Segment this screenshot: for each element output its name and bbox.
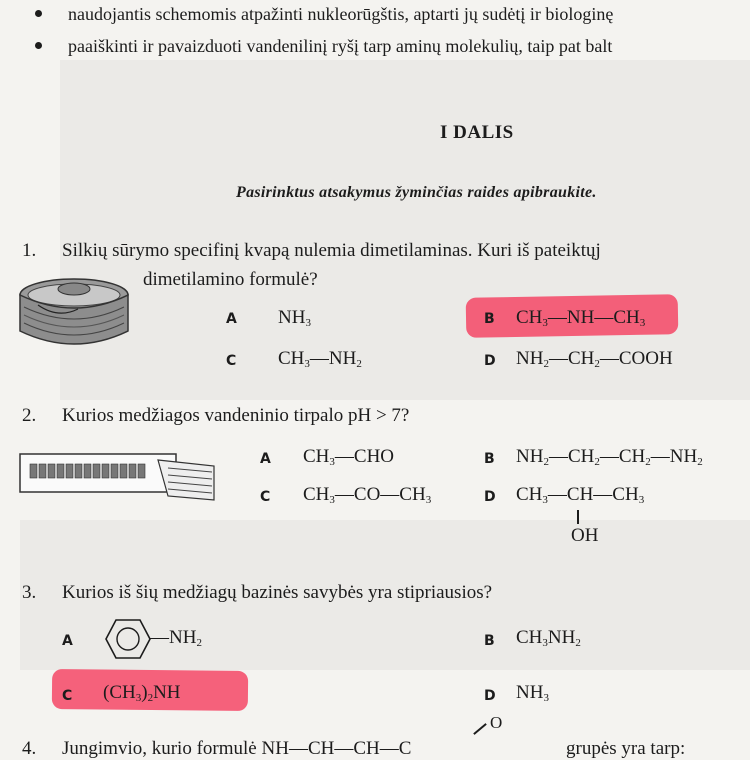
part-title: I DALIS (440, 122, 514, 143)
option-c-formula: $CH_3—NH_2$ (278, 348, 362, 370)
carbonyl-oxygen: O (490, 713, 503, 732)
instruction-text: Pasirinktus atsakymus žyminčias raides apibraukite. (236, 184, 597, 201)
option-b-formula: $NH_2—CH_2—CH_2—NH_2$ (516, 446, 703, 468)
option-a-formula: $—NH_2$ (150, 627, 202, 649)
option-letter: C (62, 688, 73, 704)
option-b[interactable] (484, 310, 495, 328)
option-letter: D (484, 688, 496, 704)
option-a-formula: $CH_3—CHO$ (303, 446, 395, 468)
option-letter: B (484, 311, 495, 327)
option-a-formula: $NH_3$ (278, 307, 311, 329)
option-a[interactable] (62, 632, 73, 650)
option-d-formula: $NH_2—CH_2—COOH$ (516, 348, 673, 370)
question-text: Kurios medžiagos vandeninio tirpalo pH > 7? (62, 405, 410, 426)
option-b-formula: $CH_3NH_2$ (516, 627, 581, 649)
option-d[interactable] (484, 687, 496, 705)
option-c-formula: $(CH_3)_2NH$ (103, 682, 181, 704)
objective-bullet: naudojantis schemomis atpažinti nukleorūgštis, aptarti jų sudėtį ir biologinę (35, 4, 613, 25)
question-text: Kurios iš šių medžiagų bazinės savybės yra stipriausios? (62, 582, 493, 603)
option-d[interactable] (484, 352, 496, 370)
benzene-ring-icon (104, 618, 152, 660)
herring-tin-icon (18, 275, 130, 353)
question-number: 1. (22, 240, 37, 261)
question-text: Silkių sūrymo specifinį kvapą nulemia dimetilaminas. Kuri iš pateiktųj (62, 240, 601, 261)
option-letter: A (62, 633, 73, 649)
question-number: 4. (22, 738, 37, 759)
option-letter: D (484, 489, 496, 505)
option-letter: B (484, 633, 495, 649)
ph-test-strips-icon (18, 448, 216, 506)
bullet-icon (35, 42, 42, 49)
option-b[interactable] (484, 450, 495, 468)
option-letter: D (484, 353, 496, 369)
objective-bullet: paaiškinti ir pavaizduoti vandenilinį ryšį tarp aminų molekulių, taip pat balt (35, 36, 612, 57)
option-d-formula: $NH_3$ (516, 682, 549, 704)
bullet-icon (35, 10, 42, 17)
option-d-formula: $CH_3—CH—CH_3$ (516, 484, 645, 506)
option-letter: C (260, 489, 271, 505)
option-c[interactable] (260, 488, 270, 506)
option-c[interactable] (62, 687, 72, 705)
option-b[interactable] (484, 632, 495, 650)
question-text: Jungimvio, kurio formulė NH—CH—CH—C (62, 738, 412, 759)
question-text-end: grupės yra tarp: (566, 738, 686, 759)
question-text: dimetilamino formulė? (143, 269, 318, 290)
substituent-oh: OH (571, 525, 599, 546)
option-letter: C (226, 353, 237, 369)
bond-line (577, 510, 579, 524)
double-bond (473, 723, 487, 735)
option-a[interactable] (260, 450, 271, 468)
option-letter: A (260, 451, 271, 467)
question-number: 2. (22, 405, 37, 426)
question-number: 3. (22, 582, 37, 603)
option-a[interactable] (226, 310, 237, 328)
option-b-formula: $CH_3—NH—CH_3$ (516, 307, 646, 329)
option-d[interactable] (484, 488, 496, 506)
option-letter: A (226, 311, 237, 327)
option-letter: B (484, 451, 495, 467)
option-c-formula: $CH_3—CO—CH_3$ (303, 484, 432, 506)
option-c[interactable] (226, 352, 236, 370)
